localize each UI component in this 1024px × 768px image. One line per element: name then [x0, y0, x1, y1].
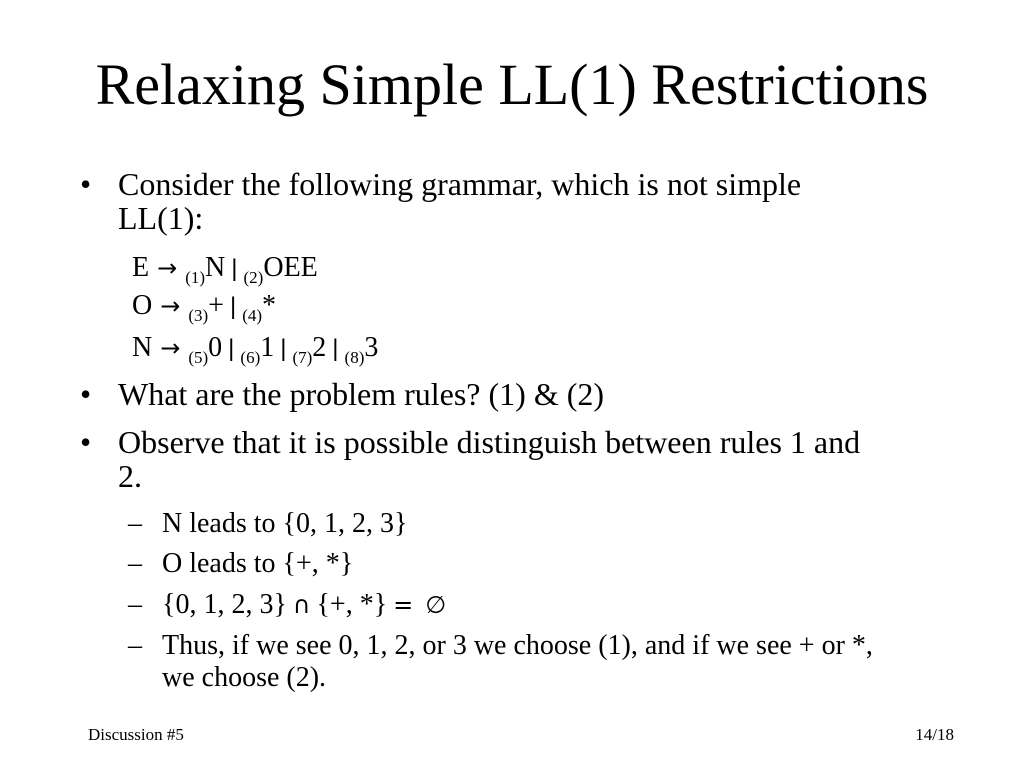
arrow-icon: → — [160, 334, 181, 362]
equals-sign: = — [393, 591, 414, 619]
slide-number: 14/18 — [915, 725, 954, 744]
rule-rhs: + — [208, 290, 224, 321]
footer-title: Discussion #5 — [88, 725, 184, 744]
rule-number: (8) — [344, 348, 365, 367]
dash-marker: – — [128, 589, 142, 620]
sub-bullet-text: Thus, if we see 0, 1, 2, or 3 we choose (1), and if we see + or *, we choose (2). — [162, 630, 873, 693]
grammar-rule-o — [132, 290, 276, 325]
rule-number: (6) — [240, 348, 261, 367]
alternation-bar: | — [280, 335, 287, 362]
rule-rhs: 0 — [208, 332, 223, 363]
sub-bullet-text: O leads to {+, *} — [162, 548, 354, 579]
arrow-icon: → — [160, 292, 181, 320]
set-left: {0, 1, 2, 3} — [162, 589, 287, 620]
empty-set-symbol: ∅ — [425, 591, 447, 619]
bullet-text: Consider the following grammar, which is not simple LL(1): — [118, 166, 802, 236]
dash-marker: – — [128, 548, 142, 579]
rule-lhs: E — [132, 252, 150, 283]
alternation-bar: | — [332, 335, 339, 362]
dash-marker: – — [128, 508, 142, 539]
rule-rhs: 2 — [312, 332, 327, 363]
slide-title: Relaxing Simple LL(1) Restrictions — [95, 52, 929, 117]
rule-rhs: 1 — [260, 332, 275, 363]
rule-number: (5) — [188, 348, 209, 367]
intersection-symbol: ∩ — [292, 591, 311, 619]
rule-rhs: N — [205, 252, 226, 283]
grammar-rule-n — [132, 332, 378, 367]
rule-lhs: N — [132, 332, 153, 363]
rule-number: (3) — [188, 306, 209, 325]
alternation-bar: | — [229, 293, 237, 320]
bullet-marker: • — [80, 424, 92, 460]
alternation-bar: | — [228, 335, 235, 362]
rule-rhs: OEE — [263, 252, 318, 283]
rule-lhs: O — [132, 290, 153, 321]
bullet-text: Observe that it is possible distinguish between rules 1 and 2. — [118, 424, 861, 494]
sub-bullet-text — [162, 589, 902, 621]
dash-marker: – — [128, 630, 142, 661]
alternation-bar: | — [231, 255, 238, 282]
set-right: {+, *} — [316, 589, 388, 620]
rule-number: (4) — [242, 306, 263, 325]
bullet-text: What are the problem rules? (1) & (2) — [118, 376, 605, 412]
bullet-marker: • — [80, 376, 92, 412]
rule-number: (7) — [292, 348, 313, 367]
rule-number: (1) — [185, 268, 206, 287]
bullet-marker: • — [80, 166, 92, 202]
grammar-rule-e — [132, 252, 318, 287]
rule-number: (2) — [243, 268, 264, 287]
rule-rhs: 3 — [364, 332, 379, 363]
rule-rhs: * — [262, 290, 277, 321]
sub-bullet-text: N leads to {0, 1, 2, 3} — [162, 508, 408, 539]
arrow-icon: → — [157, 254, 178, 282]
